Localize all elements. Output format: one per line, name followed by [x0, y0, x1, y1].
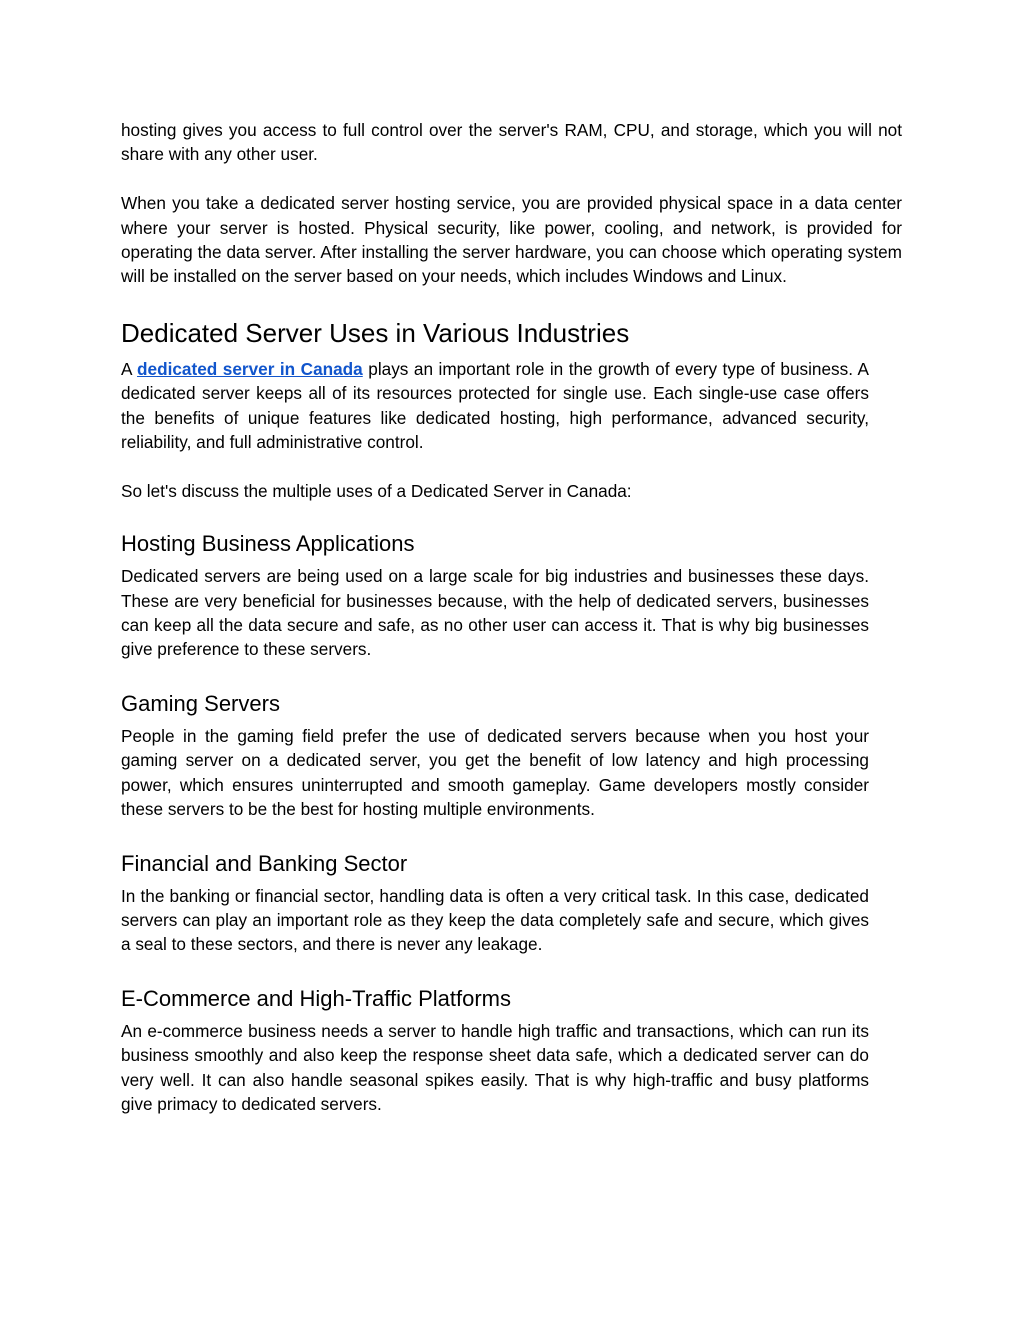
- section-heading-uses: Dedicated Server Uses in Various Industries: [121, 317, 630, 348]
- intro-paragraph-continued: hosting gives you access to full control over the server's RAM, CPU, and storage, which you will not share with any other user.: [121, 120, 902, 165]
- subsection-body-ecommerce: An e-commerce business needs a server to handle high traffic and transactions, which can run its business smoothly and also keep the response sheet data safe, which a dedicated server can do very well. It can also handle seasonal spikes easily. That is why high-traffic and busy platforms give primacy to dedicated servers.: [121, 1020, 869, 1114]
- subsection-heading-ecommerce: E-Commerce and High-Traffic Platforms: [121, 985, 511, 1011]
- subsection-heading-gaming-servers: Gaming Servers: [121, 690, 280, 716]
- uses-intro-paragraph: [121, 357, 869, 455]
- subsection-heading-business-applications: Hosting Business Applications: [121, 531, 415, 557]
- subsection-body-financial-banking: In the banking or financial sector, handling data is often a very critical task. In this case, dedicated servers can play an important role as they keep the data completely safe and secure, which gives a seal to these sectors, and there is never any leakage.: [121, 885, 869, 955]
- uses-lead-in: So let's discuss the multiple uses of a Dedicated Server in Canada:: [121, 480, 632, 501]
- intro-paragraph-hosting-service: When you take a dedicated server hosting service, you are provided physical space in a data center where your server is hosted. Physical security, like power, cooling, and network, is provided for operating the data server. After installing the server hardware, you can choose which operating system will be installed on the server based on your needs, which includes Windows and Linux.: [121, 193, 902, 287]
- dedicated-server-canada-link[interactable]: dedicated server in Canada: [137, 358, 363, 379]
- document-page: [121, 118, 902, 1116]
- subsection-body-business-applications: Dedicated servers are being used on a large scale for big industries and businesses these days. These are very beneficial for businesses because, with the help of dedicated servers, businesses can keep all the data secure and safe, as no other user can access it. That is why big businesses give preference to these servers.: [121, 566, 869, 660]
- subsection-heading-financial-banking: Financial and Banking Sector: [121, 850, 408, 876]
- subsection-body-gaming-servers: People in the gaming field prefer the use of dedicated servers because when you host your gaming server on a dedicated server, you get the benefit of low latency and high processing power, which ensures uninterrupted and smooth gameplay. Game developers mostly consider these servers to be the best for hosting multiple environments.: [121, 725, 869, 820]
- uses-intro-suffix: plays an important role in the growth of every type of business. A dedicated server keeps all of its resources protected for single use. Each single-use case offers the benefits of unique features like dedicated hosting, high performance, advanced security, reliability, and full administrative control.: [121, 358, 870, 453]
- uses-intro-prefix: A: [121, 358, 132, 379]
